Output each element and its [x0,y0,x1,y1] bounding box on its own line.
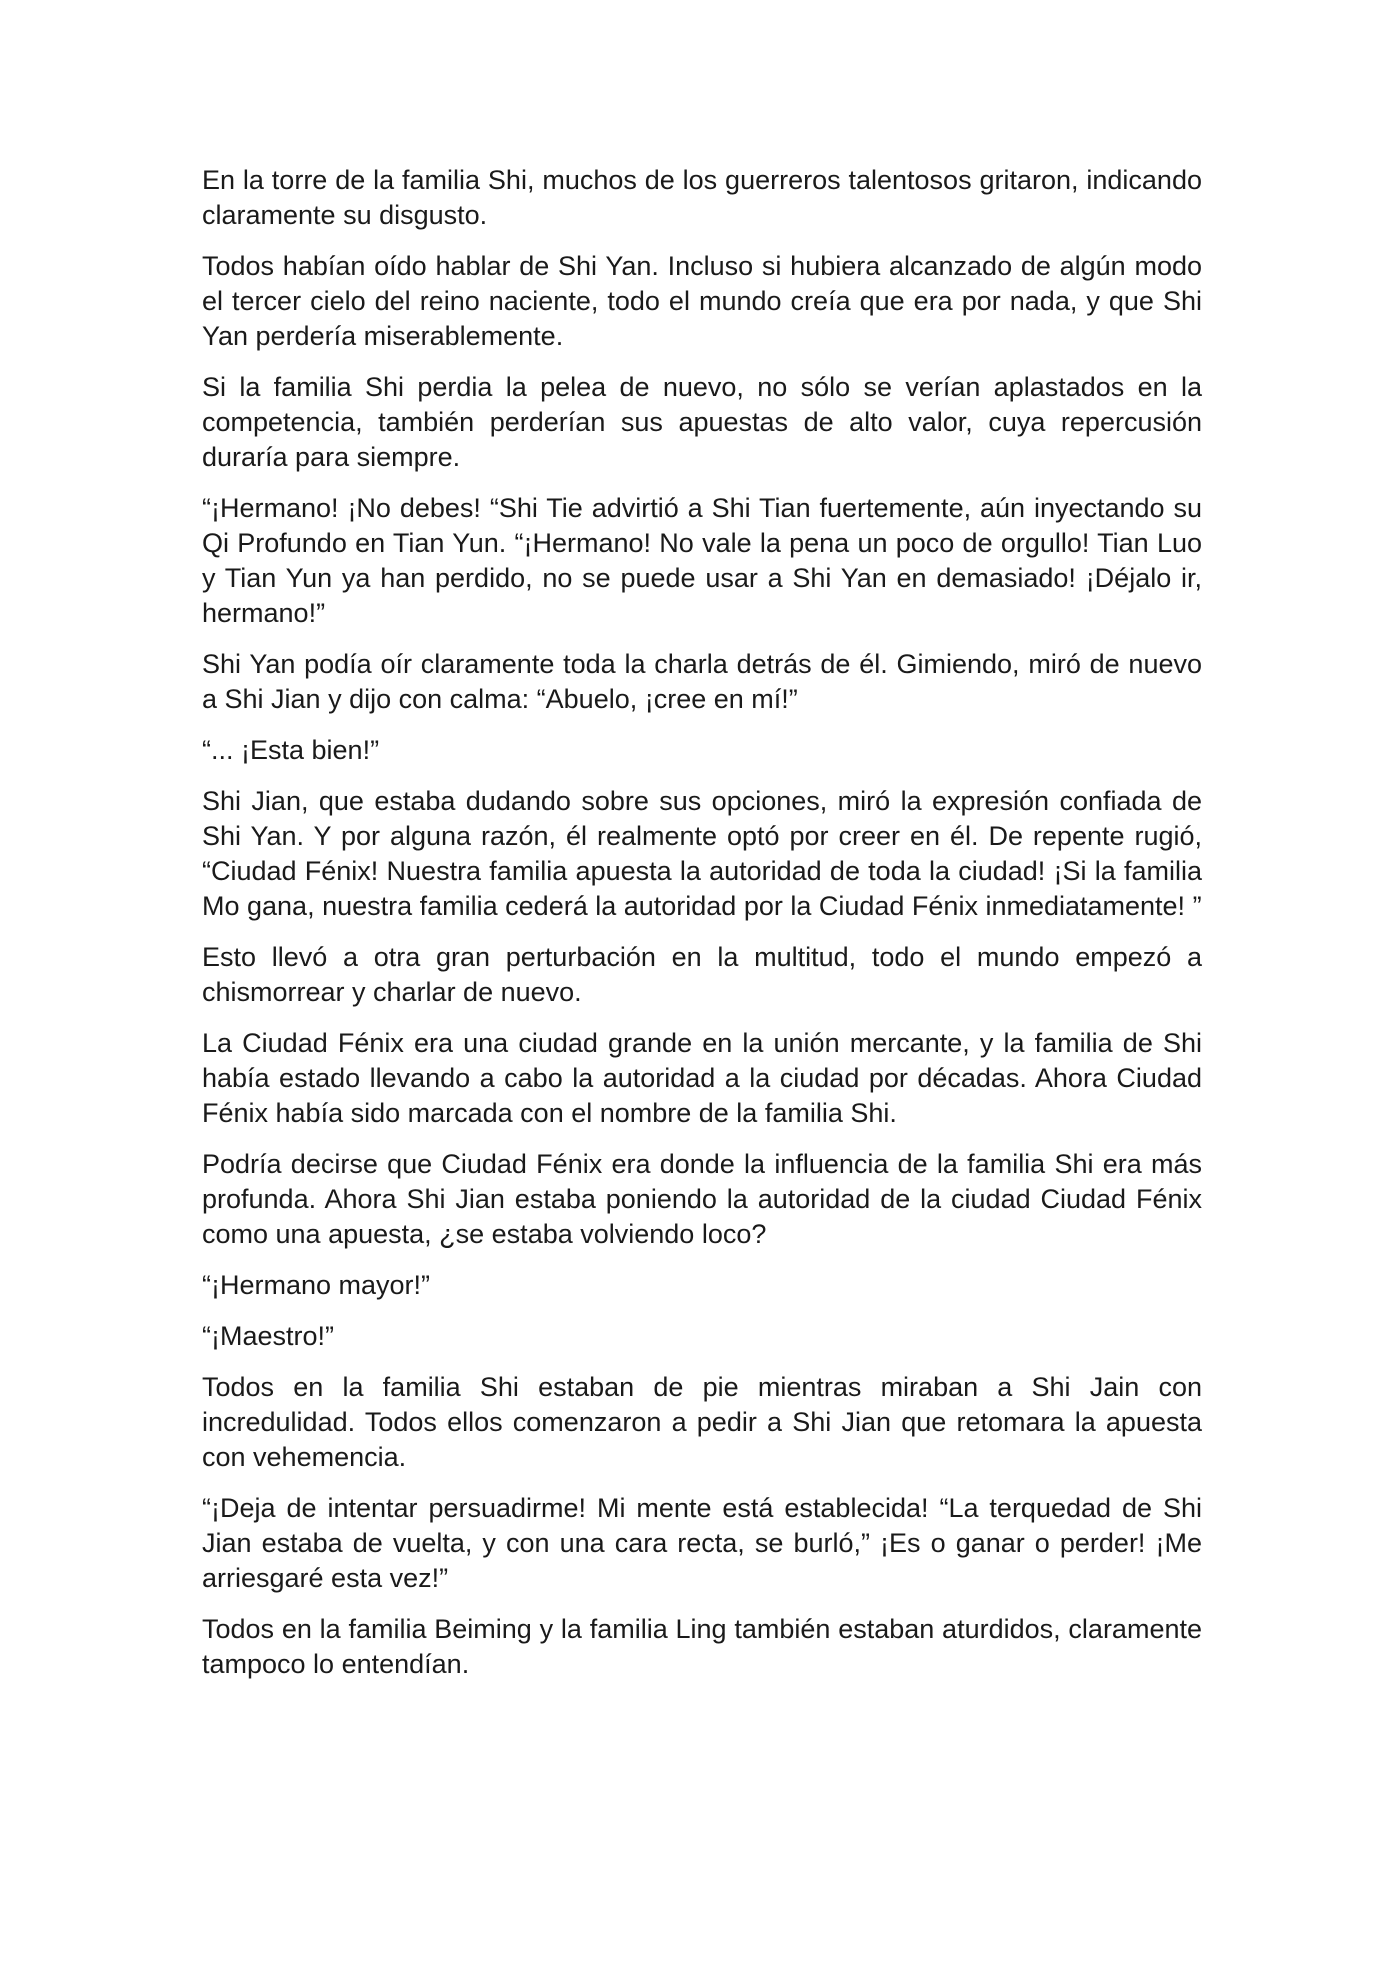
paragraph-13: Todos en la familia Shi estaban de pie mientras miraban a Shi Jain con incredulidad. Todos ellos comenzaron a pedir a Shi Jian que retomara la apuesta con vehemencia. [202,1372,1202,1472]
paragraph-7: Shi Jian, que estaba dudando sobre sus opciones, miró la expresión confiada de Shi Yan. Y por alguna razón, él realmente optó por creer en él. De repente rugió, “Ciudad Fénix! Nuestra familia apuesta la autoridad de toda la ciudad! ¡Si la familia Mo gana, nuestra familia cederá la autoridad por la Ciudad Fénix inmediatamente! ” [202,786,1202,921]
paragraph-9: La Ciudad Fénix era una ciudad grande en la unión mercante, y la familia de Shi había estado llevando a cabo la autoridad a la ciudad por décadas. Ahora Ciudad Fénix había sido marcada con el nombre de la familia Shi. [202,1028,1202,1128]
paragraph-1: En la torre de la familia Shi, muchos de los guerreros talentosos gritaron, indicando claramente su disgusto. [202,165,1202,230]
paragraph-8: Esto llevó a otra gran perturbación en la multitud, todo el mundo empezó a chismorrear y charlar de nuevo. [202,942,1202,1007]
paragraph-6: “... ¡Esta bien!” [202,735,380,765]
paragraph-15: Todos en la familia Beiming y la familia Ling también estaban aturdidos, claramente tampoco lo entendían. [202,1614,1202,1679]
paragraph-2: Todos habían oído hablar de Shi Yan. Incluso si hubiera alcanzado de algún modo el tercer cielo del reino naciente, todo el mundo creía que era por nada, y que Shi Yan perdería miserablemente. [202,251,1202,351]
paragraph-3: Si la familia Shi perdia la pelea de nuevo, no sólo se verían aplastados en la competencia, también perderían sus apuestas de alto valor, cuya repercusión duraría para siempre. [202,372,1202,472]
paragraph-10: Podría decirse que Ciudad Fénix era donde la influencia de la familia Shi era más profunda. Ahora Shi Jian estaba poniendo la autoridad de la ciudad Ciudad Fénix como una apuesta, ¿se estaba volviendo loco? [202,1149,1202,1249]
paragraph-12: “¡Maestro!” [202,1321,335,1351]
paragraph-11: “¡Hermano mayor!” [202,1270,431,1300]
body-text [202,163,1202,1698]
paragraph-14: “¡Deja de intentar persuadirme! Mi mente está establecida! “La terquedad de Shi Jian estaba de vuelta, y con una cara recta, se burló,” ¡Es o ganar o perder! ¡Me arriesgaré esta vez!” [202,1493,1202,1593]
paragraph-5: Shi Yan podía oír claramente toda la charla detrás de él. Gimiendo, miró de nuevo a Shi Jian y dijo con calma: “Abuelo, ¡cree en mí!” [202,649,1202,714]
paragraph-4: “¡Hermano! ¡No debes! “Shi Tie advirtió a Shi Tian fuertemente, aún inyectando su Qi Profundo en Tian Yun. “¡Hermano! No vale la pena un poco de orgullo! Tian Luo y Tian Yun ya han perdido, no se puede usar a Shi Yan en demasiado! ¡Déjalo ir, hermano!” [202,493,1202,628]
